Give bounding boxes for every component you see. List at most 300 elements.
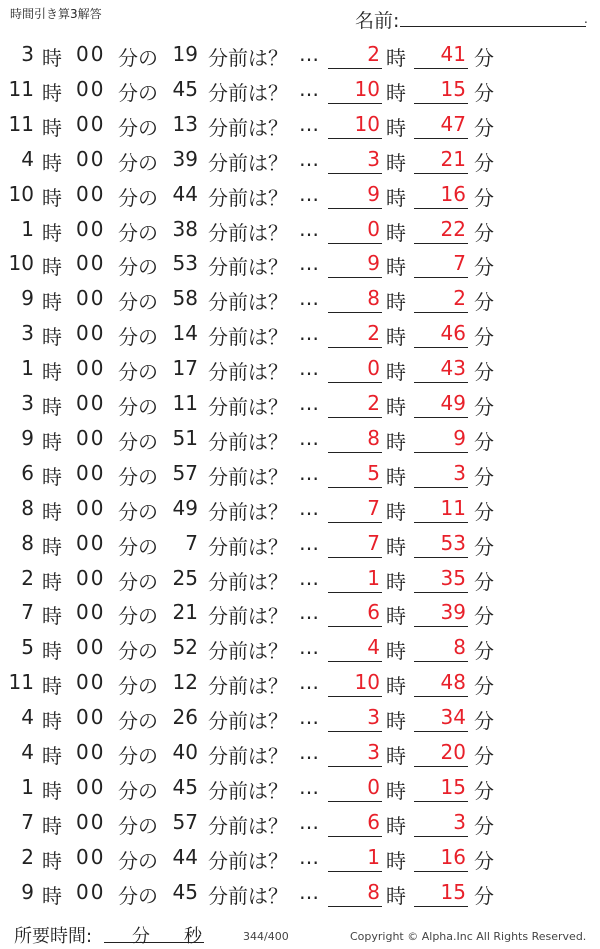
minute-of-label: 分の xyxy=(118,220,158,245)
answer-hour[interactable]: 7 xyxy=(367,530,380,555)
answer-minute-label: 分 xyxy=(474,429,494,454)
problem-hour: 9 xyxy=(21,286,34,311)
minute-of-label: 分の xyxy=(118,150,158,175)
problem-hour: 3 xyxy=(21,42,34,66)
answer-hour-underline xyxy=(328,626,382,627)
answer-hour-label: 時 xyxy=(386,150,406,175)
answer-minute[interactable]: 3 xyxy=(453,460,466,485)
problem-minutes: 49 xyxy=(172,495,198,520)
problem-minutes: 51 xyxy=(172,425,198,450)
answer-minute-underline xyxy=(414,347,468,348)
zero-minute: 00 xyxy=(76,111,106,136)
problem-minutes: 38 xyxy=(172,216,198,241)
minutes-before-label: 分前は？ xyxy=(208,639,288,664)
answer-minute[interactable]: 49 xyxy=(440,391,466,415)
ellipsis: … xyxy=(299,495,319,520)
problem-minutes: 53 xyxy=(172,251,198,276)
zero-minute: 00 xyxy=(76,530,106,555)
hour-label: 時 xyxy=(42,185,62,210)
minute-of-label: 分の xyxy=(118,115,158,140)
zero-minute: 00 xyxy=(76,146,106,171)
answer-minute[interactable]: 41 xyxy=(440,42,466,66)
answer-hour-underline xyxy=(328,417,382,418)
answer-hour-underline xyxy=(328,68,382,69)
answer-hour-underline xyxy=(328,557,382,558)
answer-minute[interactable]: 2 xyxy=(453,286,466,311)
answer-minute-underline xyxy=(414,243,468,244)
ellipsis: … xyxy=(299,216,319,241)
answer-hour-underline xyxy=(328,731,382,732)
answer-hour-underline xyxy=(328,382,382,383)
hour-label: 時 xyxy=(42,709,62,734)
answer-minute-underline xyxy=(414,836,468,837)
zero-minute: 00 xyxy=(76,774,106,799)
answer-hour[interactable]: 3 xyxy=(367,740,380,764)
answer-hour-label: 時 xyxy=(386,778,406,803)
minutes-before-label: 分前は？ xyxy=(208,709,288,734)
hour-label: 時 xyxy=(42,534,62,559)
answer-minute[interactable]: 35 xyxy=(440,565,466,590)
hour-label: 時 xyxy=(42,395,62,419)
answer-minute-underline xyxy=(414,487,468,488)
answer-minute-underline xyxy=(414,661,468,662)
answer-hour[interactable]: 7 xyxy=(367,495,380,520)
answer-hour-label: 時 xyxy=(386,395,406,419)
problem-row xyxy=(0,108,600,143)
answer-hour-label: 時 xyxy=(386,534,406,559)
answer-minute[interactable]: 7 xyxy=(453,251,466,276)
answer-hour-underline xyxy=(328,766,382,767)
minutes-before-label: 分前は？ xyxy=(208,534,288,559)
answer-minute-label: 分 xyxy=(474,80,494,105)
problem-row xyxy=(0,143,600,178)
hour-label: 時 xyxy=(42,290,62,315)
answer-hour[interactable]: 10 xyxy=(354,111,380,136)
problem-hour: 5 xyxy=(21,635,34,660)
answer-minute-label: 分 xyxy=(474,674,494,699)
answer-hour-label: 時 xyxy=(386,499,406,524)
problem-minutes: 17 xyxy=(172,356,198,381)
answer-minute-underline xyxy=(414,522,468,523)
answer-hour-label: 時 xyxy=(386,46,406,70)
problem-row xyxy=(0,422,600,457)
problem-hour: 8 xyxy=(21,530,34,555)
problem-hour: 9 xyxy=(21,879,34,904)
minutes-before-label: 分前は？ xyxy=(208,220,288,245)
ellipsis: … xyxy=(299,740,319,764)
minutes-before-label: 分前は？ xyxy=(208,778,288,803)
problem-row xyxy=(0,352,600,387)
zero-minute: 00 xyxy=(76,42,106,66)
zero-minute: 00 xyxy=(76,809,106,834)
hour-label: 時 xyxy=(42,848,62,873)
ellipsis: … xyxy=(299,251,319,276)
minute-of-label: 分の xyxy=(118,883,158,908)
problem-row xyxy=(0,736,600,771)
problem-minutes: 58 xyxy=(172,286,198,311)
answer-hour-label: 時 xyxy=(386,220,406,245)
answer-minute[interactable]: 3 xyxy=(453,809,466,834)
zero-minute: 00 xyxy=(76,181,106,206)
problem-hour: 3 xyxy=(21,321,34,346)
answer-hour[interactable]: 6 xyxy=(367,809,380,834)
problem-hour: 4 xyxy=(21,146,34,171)
zero-minute: 00 xyxy=(76,251,106,276)
answer-hour-label: 時 xyxy=(386,813,406,838)
problem-row xyxy=(0,213,600,248)
hour-label: 時 xyxy=(42,80,62,105)
minutes-before-label: 分前は？ xyxy=(208,499,288,524)
answer-hour-label: 時 xyxy=(386,429,406,454)
answer-minute-underline xyxy=(414,452,468,453)
answer-minute[interactable]: 16 xyxy=(440,181,466,206)
answer-minute[interactable]: 16 xyxy=(440,844,466,869)
answer-minute-label: 分 xyxy=(474,848,494,873)
problem-hour: 1 xyxy=(21,356,34,381)
answer-minute-label: 分 xyxy=(474,813,494,838)
hour-label: 時 xyxy=(42,604,62,629)
problem-hour: 7 xyxy=(21,600,34,625)
minutes-before-label: 分前は？ xyxy=(208,185,288,210)
time-required-label: 所要時間: xyxy=(14,926,93,947)
minute-of-label: 分の xyxy=(118,604,158,629)
ellipsis: … xyxy=(299,879,319,904)
zero-minute: 00 xyxy=(76,740,106,764)
answer-minute-underline xyxy=(414,312,468,313)
answer-minute[interactable]: 43 xyxy=(440,356,466,381)
minutes-before-label: 分前は？ xyxy=(208,80,288,105)
problem-hour: 9 xyxy=(21,425,34,450)
problem-row xyxy=(0,666,600,701)
answer-hour-underline xyxy=(328,836,382,837)
answer-hour-underline xyxy=(328,452,382,453)
copyright: Copyright © Alpha.Inc All Rights Reserved. xyxy=(350,930,587,943)
answer-minute[interactable]: 15 xyxy=(440,879,466,904)
answer-minute-label: 分 xyxy=(474,46,494,70)
zero-minute: 00 xyxy=(76,565,106,590)
problem-hour: 11 xyxy=(8,111,34,136)
minutes-before-label: 分前は？ xyxy=(208,674,288,699)
problem-hour: 6 xyxy=(21,460,34,485)
minutes-before-label: 分前は？ xyxy=(208,848,288,873)
minute-of-label: 分の xyxy=(118,778,158,803)
problem-row xyxy=(0,387,600,422)
answer-hour-label: 時 xyxy=(386,185,406,210)
answer-minute-underline xyxy=(414,173,468,174)
answer-minute[interactable]: 15 xyxy=(440,774,466,799)
answer-minute-underline xyxy=(414,68,468,69)
answer-minute-label: 分 xyxy=(474,150,494,175)
problem-minutes: 39 xyxy=(172,146,198,171)
hour-label: 時 xyxy=(42,255,62,280)
answer-minute[interactable]: 11 xyxy=(440,495,466,520)
problem-hour: 10 xyxy=(8,181,34,206)
answer-minute[interactable]: 39 xyxy=(440,600,466,625)
zero-minute: 00 xyxy=(76,216,106,241)
answer-hour-label: 時 xyxy=(386,848,406,873)
minutes-before-label: 分前は？ xyxy=(208,604,288,629)
zero-minute: 00 xyxy=(76,321,106,346)
minutes-before-label: 分前は？ xyxy=(208,360,288,385)
problem-hour: 2 xyxy=(21,844,34,869)
answer-hour[interactable]: 10 xyxy=(354,76,380,101)
answer-minute[interactable]: 21 xyxy=(440,146,466,171)
name-field-line[interactable] xyxy=(400,26,586,27)
minute-of-label: 分の xyxy=(118,360,158,385)
problem-row xyxy=(0,876,600,911)
problem-row xyxy=(0,492,600,527)
problem-hour: 8 xyxy=(21,495,34,520)
answer-hour-underline xyxy=(328,243,382,244)
answer-minute[interactable]: 48 xyxy=(440,670,466,695)
minutes-before-label: 分前は？ xyxy=(208,150,288,175)
answer-hour[interactable]: 2 xyxy=(367,391,380,415)
problem-hour: 11 xyxy=(8,670,34,695)
answer-hour[interactable]: 10 xyxy=(354,670,380,695)
zero-minute: 00 xyxy=(76,705,106,730)
problem-hour: 4 xyxy=(21,705,34,730)
hour-label: 時 xyxy=(42,639,62,664)
problem-minutes: 44 xyxy=(172,844,198,869)
answer-hour-label: 時 xyxy=(386,569,406,594)
minute-of-label: 分の xyxy=(118,639,158,664)
minute-of-label: 分の xyxy=(118,429,158,454)
problem-minutes: 11 xyxy=(172,391,198,415)
answer-minute-underline xyxy=(414,138,468,139)
hour-label: 時 xyxy=(42,429,62,454)
ellipsis: … xyxy=(299,844,319,869)
worksheet-title: 時間引き算3解答 xyxy=(10,7,102,21)
zero-minute: 00 xyxy=(76,425,106,450)
answer-hour-underline xyxy=(328,661,382,662)
answer-minute[interactable]: 9 xyxy=(453,425,466,450)
answer-minute-underline xyxy=(414,696,468,697)
answer-hour[interactable]: 3 xyxy=(367,146,380,171)
time-required-minute-label: 分 xyxy=(132,926,150,947)
answer-hour[interactable]: 2 xyxy=(367,321,380,346)
minute-of-label: 分の xyxy=(118,499,158,524)
answer-minute-label: 分 xyxy=(474,360,494,385)
answer-minute-underline xyxy=(414,906,468,907)
ellipsis: … xyxy=(299,809,319,834)
minutes-before-label: 分前は？ xyxy=(208,744,288,768)
answer-hour[interactable]: 5 xyxy=(367,460,380,485)
answer-hour-label: 時 xyxy=(386,744,406,768)
answer-minute[interactable]: 15 xyxy=(440,76,466,101)
answer-minute-underline xyxy=(414,626,468,627)
answer-hour[interactable]: 0 xyxy=(367,774,380,799)
answer-minute-underline xyxy=(414,382,468,383)
problem-minutes: 19 xyxy=(172,42,198,66)
answer-hour[interactable]: 2 xyxy=(367,42,380,66)
problem-minutes: 52 xyxy=(172,635,198,660)
answer-minute[interactable]: 20 xyxy=(440,740,466,764)
zero-minute: 00 xyxy=(76,879,106,904)
ellipsis: … xyxy=(299,635,319,660)
problem-minutes: 13 xyxy=(172,111,198,136)
zero-minute: 00 xyxy=(76,391,106,415)
problem-row xyxy=(0,596,600,631)
answer-minute-underline xyxy=(414,766,468,767)
minute-of-label: 分の xyxy=(118,674,158,699)
answer-hour[interactable]: 8 xyxy=(367,286,380,311)
minute-of-label: 分の xyxy=(118,46,158,70)
zero-minute: 00 xyxy=(76,670,106,695)
answer-hour-label: 時 xyxy=(386,709,406,734)
problem-hour: 10 xyxy=(8,251,34,276)
answer-hour-label: 時 xyxy=(386,80,406,105)
answer-hour-label: 時 xyxy=(386,883,406,908)
problem-minutes: 45 xyxy=(172,76,198,101)
problem-minutes: 45 xyxy=(172,774,198,799)
minute-of-label: 分の xyxy=(118,744,158,768)
problem-hour: 1 xyxy=(21,774,34,799)
problem-minutes: 21 xyxy=(172,600,198,625)
answer-minute[interactable]: 34 xyxy=(440,705,466,730)
answer-hour-underline xyxy=(328,277,382,278)
problem-row xyxy=(0,701,600,736)
answer-minute[interactable]: 22 xyxy=(440,216,466,241)
hour-label: 時 xyxy=(42,674,62,699)
answer-hour-label: 時 xyxy=(386,325,406,350)
problem-row xyxy=(0,317,600,352)
answer-hour-underline xyxy=(328,906,382,907)
answer-minute-underline xyxy=(414,871,468,872)
ellipsis: … xyxy=(299,670,319,695)
answer-hour-underline xyxy=(328,208,382,209)
answer-hour[interactable]: 0 xyxy=(367,216,380,241)
problem-row xyxy=(0,562,600,597)
answer-minute-underline xyxy=(414,277,468,278)
answer-minute-underline xyxy=(414,417,468,418)
problem-hour: 3 xyxy=(21,391,34,415)
problem-row xyxy=(0,178,600,213)
answer-minute[interactable]: 47 xyxy=(440,111,466,136)
answer-hour[interactable]: 1 xyxy=(367,844,380,869)
answer-hour[interactable]: 8 xyxy=(367,879,380,904)
zero-minute: 00 xyxy=(76,495,106,520)
minute-of-label: 分の xyxy=(118,255,158,280)
answer-minute-label: 分 xyxy=(474,464,494,489)
problem-row xyxy=(0,631,600,666)
minute-of-label: 分の xyxy=(118,709,158,734)
minute-of-label: 分の xyxy=(118,569,158,594)
answer-minute-underline xyxy=(414,557,468,558)
problem-minutes: 45 xyxy=(172,879,198,904)
problem-minutes: 7 xyxy=(185,530,198,555)
answer-hour-label: 時 xyxy=(386,115,406,140)
page-number: 344/400 xyxy=(243,930,289,943)
problem-minutes: 14 xyxy=(172,321,198,346)
minutes-before-label: 分前は？ xyxy=(208,569,288,594)
hour-label: 時 xyxy=(42,220,62,245)
minute-of-label: 分の xyxy=(118,464,158,489)
answer-hour-underline xyxy=(328,312,382,313)
problem-hour: 1 xyxy=(21,216,34,241)
hour-label: 時 xyxy=(42,464,62,489)
answer-minute-underline xyxy=(414,801,468,802)
problem-row xyxy=(0,282,600,317)
answer-minute-label: 分 xyxy=(474,639,494,664)
answer-hour-underline xyxy=(328,801,382,802)
answer-hour[interactable]: 4 xyxy=(367,635,380,660)
minute-of-label: 分の xyxy=(118,80,158,105)
ellipsis: … xyxy=(299,774,319,799)
answer-hour-label: 時 xyxy=(386,290,406,315)
minutes-before-label: 分前は？ xyxy=(208,464,288,489)
answer-minute[interactable]: 46 xyxy=(440,321,466,346)
answer-hour-underline xyxy=(328,522,382,523)
ellipsis: … xyxy=(299,286,319,311)
minute-of-label: 分の xyxy=(118,290,158,315)
answer-minute-underline xyxy=(414,731,468,732)
answer-hour-underline xyxy=(328,103,382,104)
answer-hour-label: 時 xyxy=(386,604,406,629)
answer-minute-label: 分 xyxy=(474,569,494,594)
ellipsis: … xyxy=(299,76,319,101)
answer-minute-label: 分 xyxy=(474,220,494,245)
answer-hour-underline xyxy=(328,871,382,872)
answer-hour-underline xyxy=(328,487,382,488)
answer-hour[interactable]: 6 xyxy=(367,600,380,625)
ellipsis: … xyxy=(299,181,319,206)
answer-hour[interactable]: 3 xyxy=(367,705,380,730)
ellipsis: … xyxy=(299,600,319,625)
answer-minute-label: 分 xyxy=(474,604,494,629)
minute-of-label: 分の xyxy=(118,534,158,559)
ellipsis: … xyxy=(299,391,319,415)
problem-minutes: 26 xyxy=(172,705,198,730)
answer-hour[interactable]: 9 xyxy=(367,251,380,276)
problem-minutes: 57 xyxy=(172,460,198,485)
ellipsis: … xyxy=(299,146,319,171)
answer-minute-label: 分 xyxy=(474,255,494,280)
answer-hour[interactable]: 0 xyxy=(367,356,380,381)
problem-row xyxy=(0,771,600,806)
answer-hour[interactable]: 9 xyxy=(367,181,380,206)
problem-hour: 7 xyxy=(21,809,34,834)
minute-of-label: 分の xyxy=(118,395,158,419)
minute-of-label: 分の xyxy=(118,185,158,210)
problem-minutes: 25 xyxy=(172,565,198,590)
answer-hour-label: 時 xyxy=(386,464,406,489)
answer-minute-label: 分 xyxy=(474,883,494,908)
answer-hour[interactable]: 8 xyxy=(367,425,380,450)
minutes-before-label: 分前は？ xyxy=(208,813,288,838)
answer-hour-underline xyxy=(328,592,382,593)
problem-row xyxy=(0,527,600,562)
hour-label: 時 xyxy=(42,499,62,524)
minutes-before-label: 分前は？ xyxy=(208,395,288,419)
minute-of-label: 分の xyxy=(118,848,158,873)
zero-minute: 00 xyxy=(76,356,106,381)
hour-label: 時 xyxy=(42,150,62,175)
ellipsis: … xyxy=(299,705,319,730)
answer-hour[interactable]: 1 xyxy=(367,565,380,590)
ellipsis: … xyxy=(299,460,319,485)
answer-hour-label: 時 xyxy=(386,639,406,664)
answer-minute[interactable]: 53 xyxy=(440,530,466,555)
answer-hour-label: 時 xyxy=(386,360,406,385)
minutes-before-label: 分前は？ xyxy=(208,46,288,70)
answer-minute[interactable]: 8 xyxy=(453,635,466,660)
answer-minute-label: 分 xyxy=(474,290,494,315)
problem-minutes: 44 xyxy=(172,181,198,206)
answer-minute-underline xyxy=(414,592,468,593)
time-required-second-label: 秒 xyxy=(184,926,202,947)
ellipsis: … xyxy=(299,42,319,66)
minutes-before-label: 分前は？ xyxy=(208,290,288,315)
